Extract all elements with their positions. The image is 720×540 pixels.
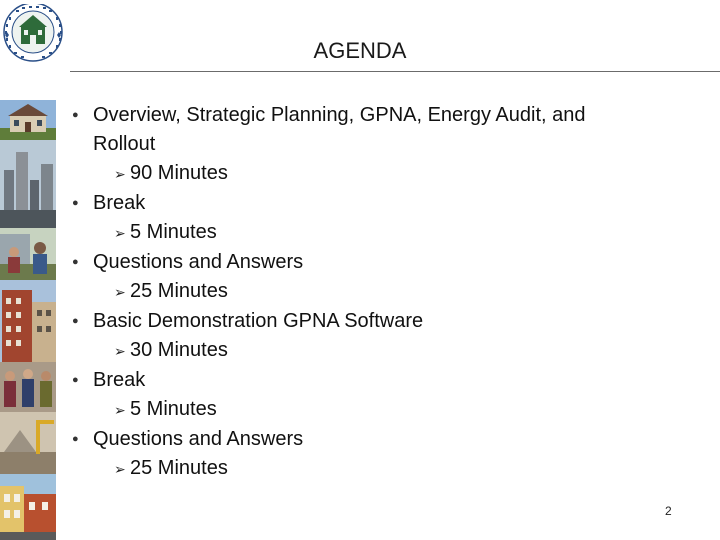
skyline-photo — [0, 140, 56, 228]
dot-bullet-icon: ● — [72, 433, 79, 445]
title-divider — [70, 71, 720, 72]
residents-photo — [0, 228, 56, 280]
agenda-item-label: Basic Demonstration GPNA Software — [93, 310, 424, 332]
street-photo — [0, 474, 56, 540]
agenda-duration — [93, 395, 672, 425]
page-number: 2 — [665, 504, 672, 518]
agenda-duration — [93, 159, 672, 189]
agenda-duration — [93, 336, 672, 366]
dot-bullet-icon: ● — [72, 197, 79, 209]
dot-bullet-icon: ● — [72, 109, 79, 121]
dot-bullet-icon: ● — [72, 374, 79, 386]
agenda-item — [72, 189, 672, 248]
agenda-duration-text: 30 Minutes — [130, 339, 228, 361]
page-title: AGENDA — [313, 38, 407, 63]
construction-photo — [0, 412, 56, 474]
agenda-duration-text: 25 Minutes — [130, 457, 228, 479]
neighborhood-photo-strip — [0, 100, 56, 540]
agenda-item — [72, 307, 672, 366]
agenda-duration-text: 25 Minutes — [130, 280, 228, 302]
arrowhead-bullet-icon: ➢ — [114, 402, 126, 418]
agenda-item-label: Questions and Answers — [93, 251, 304, 273]
arrowhead-bullet-icon: ➢ — [114, 166, 126, 182]
agenda-duration — [93, 218, 672, 248]
agenda-duration-text: 5 Minutes — [130, 398, 217, 420]
house-photo — [0, 100, 56, 140]
dot-bullet-icon: ● — [72, 256, 79, 268]
arrowhead-bullet-icon: ➢ — [114, 343, 126, 359]
agenda-item-label: Overview, Strategic Planning, GPNA, Energy Audit, and Rollout — [93, 104, 586, 155]
arrowhead-bullet-icon: ➢ — [114, 461, 126, 477]
arrowhead-bullet-icon: ➢ — [114, 225, 126, 241]
agenda-item — [72, 366, 672, 425]
agenda-item-label: Break — [93, 192, 146, 214]
group-photo — [0, 362, 56, 412]
apartments-photo — [0, 280, 56, 362]
agenda-list — [72, 101, 672, 484]
agenda-duration-text: 90 Minutes — [130, 162, 228, 184]
dot-bullet-icon: ● — [72, 315, 79, 327]
agenda-item — [72, 425, 672, 484]
arrowhead-bullet-icon: ➢ — [114, 284, 126, 300]
agenda-duration — [93, 277, 672, 307]
agenda-item — [72, 248, 672, 307]
agenda-duration-text: 5 Minutes — [130, 221, 217, 243]
agenda-item-label: Break — [93, 369, 146, 391]
agenda-item-label: Questions and Answers — [93, 428, 304, 450]
agenda-item — [72, 101, 672, 189]
agenda-duration — [93, 454, 672, 484]
